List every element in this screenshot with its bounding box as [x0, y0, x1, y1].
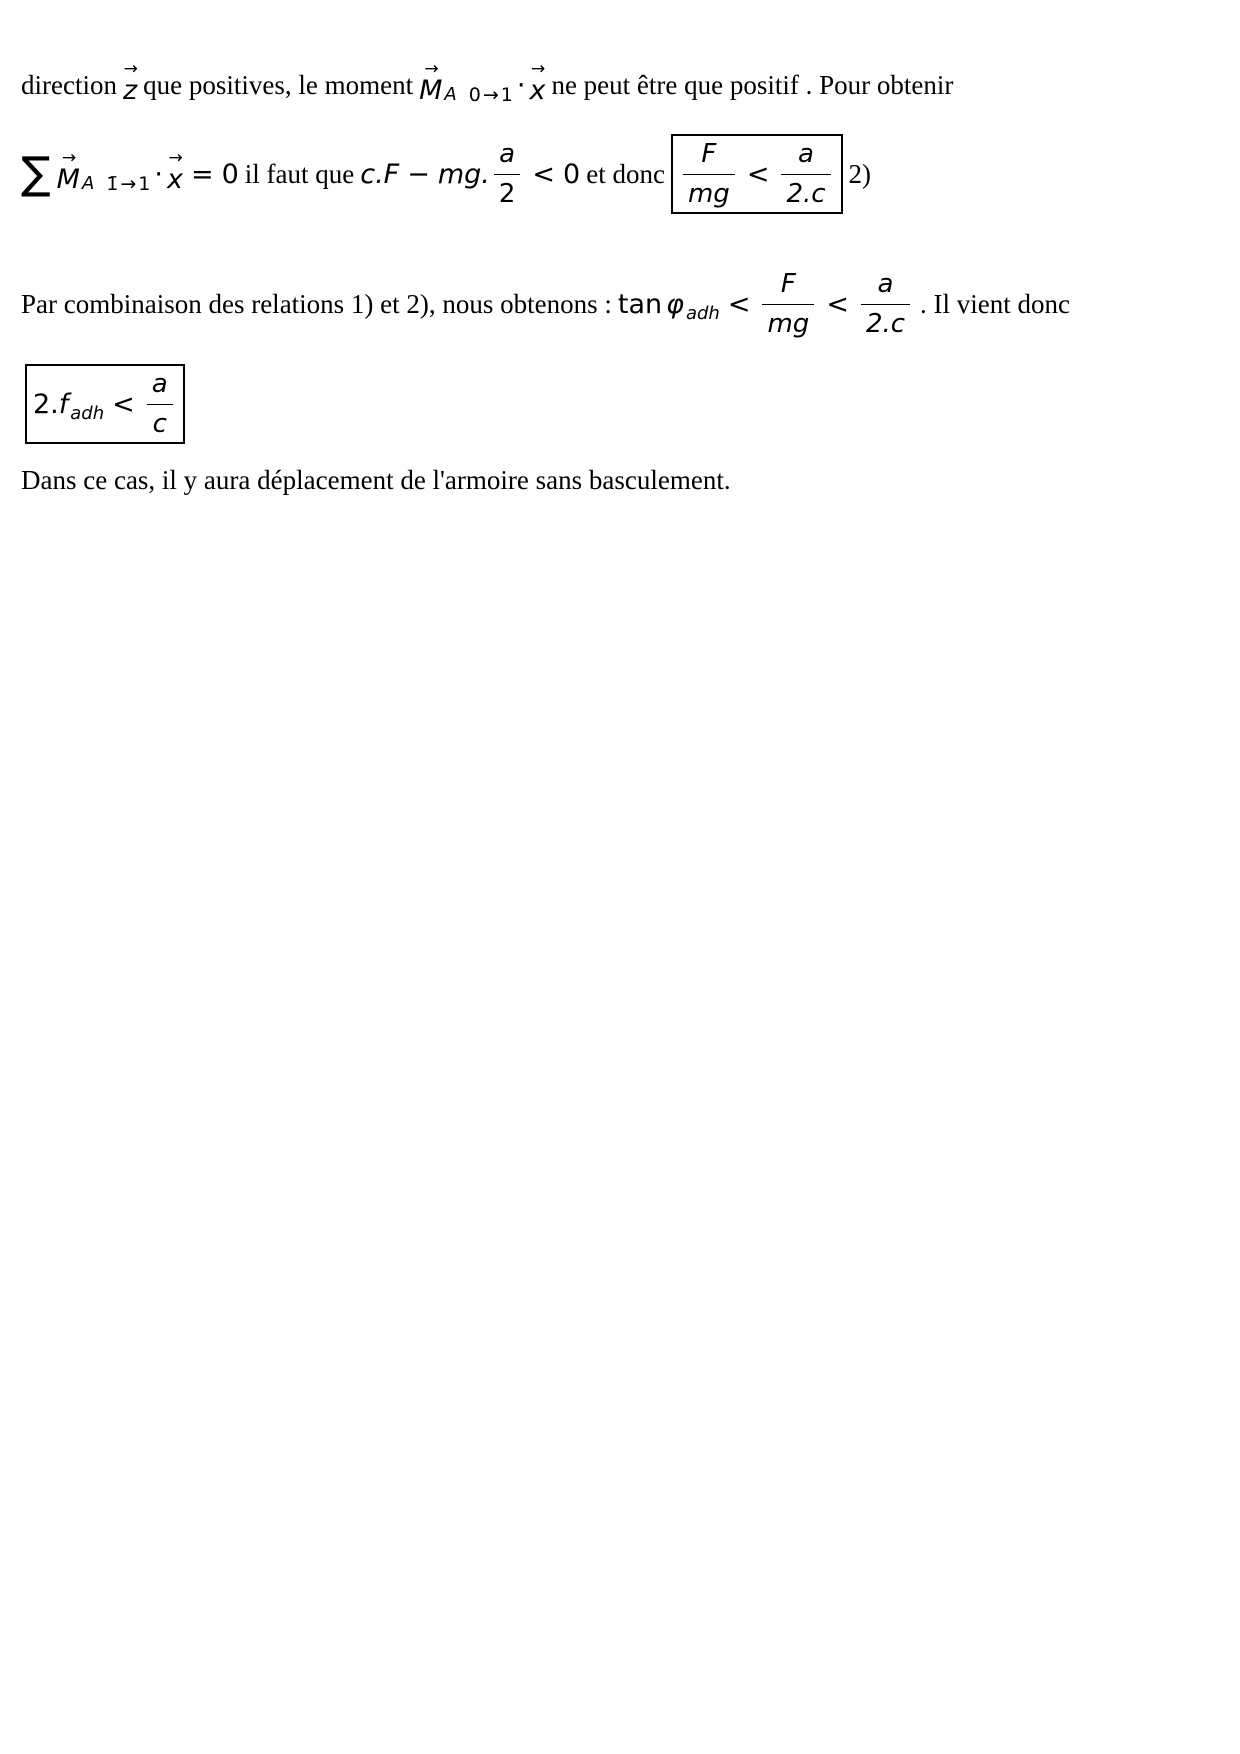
line-4 [21, 366, 191, 442]
text-conclusion: Dans ce cas, il y aura déplacement de l'armoire sans basculement. [21, 464, 731, 495]
inequality-tan-phi-adh: tan φ adh < $\frac{F}{mg}$ < $\frac{a}{2.c}$ [618, 270, 914, 338]
text-par-combinaison: Par combinaison des relations 1) et 2), nous obtenons : [21, 288, 612, 319]
text-direction: direction [21, 69, 117, 100]
fraction-F-over-mg-2: $\frac{F}{mg}$ [762, 270, 814, 338]
text-il-vient-donc: . Il vient donc [920, 288, 1071, 319]
text-ne-peut-etre: ne peut être que positif . Pour obtenir [551, 69, 954, 100]
moment-MA-0-1-dot-x: → M A 0 → 1 · → x [419, 67, 545, 104]
sum-moments-equation: ∑ → M A 1̄ → 1 · → x = 0 [21, 152, 239, 196]
boxed-inequality-F-mg-a-2c: $\frac{F}{mg}$ < $\frac{a}{2.c}$ [671, 134, 843, 214]
inequality-cF-mg-a-2: c.F − mg. $\frac{a}{2}$ < 0 [360, 138, 581, 209]
fraction-a-over-2: $\frac{a}{2}$ [494, 140, 521, 208]
vector-x: → x [529, 67, 545, 104]
vector-M: → M [419, 67, 442, 104]
line-1 [21, 60, 953, 110]
text-il-faut-que: il faut que [244, 158, 355, 189]
line-2 [21, 128, 871, 220]
boxed-result-2-fadh-a-c: 2. f adh < $\frac{a}{c}$ [25, 364, 185, 444]
line-5 [21, 462, 731, 498]
line-3 [21, 262, 1070, 346]
vector-z: → z [123, 67, 137, 104]
text-que-positives: que positives, le moment [143, 69, 414, 100]
text-et-donc: et donc [586, 158, 665, 189]
fraction-a-over-2c-2: $\frac{a}{2.c}$ [861, 270, 910, 338]
fraction-F-over-mg: $\frac{F}{mg}$ [683, 140, 735, 208]
fraction-a-over-2c: $\frac{a}{2.c}$ [781, 140, 830, 208]
equation-number-2: 2) [848, 158, 872, 189]
fraction-a-over-c: $\frac{a}{c}$ [147, 370, 173, 438]
